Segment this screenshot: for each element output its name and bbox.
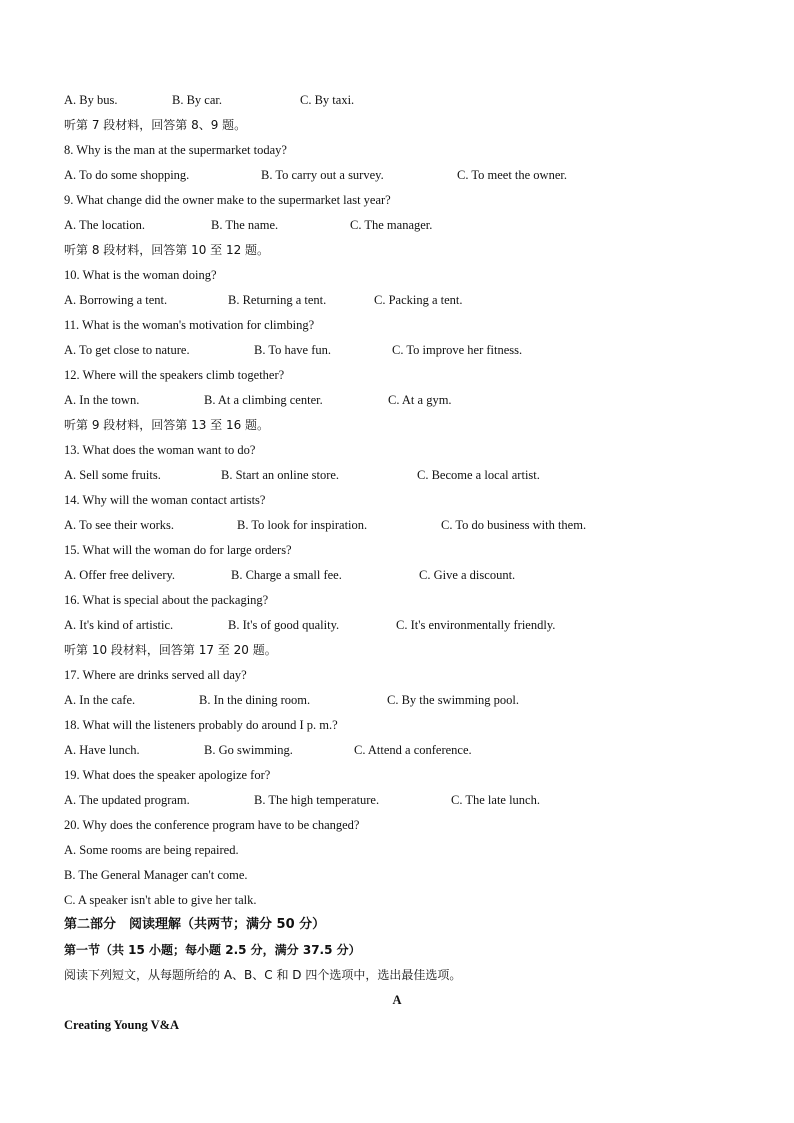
answer-options [64,467,764,483]
passage-label: A [392,993,402,1007]
question-text: 13. What does the woman want to do? [64,443,256,457]
question-text: 14. Why will the woman contact artists? [64,493,266,507]
question-text: 17. Where are drinks served all day? [64,668,247,682]
answer-option: A. Borrowing a tent. [64,293,168,307]
question-text: A. Some rooms are being repaired. [64,843,239,857]
answer-options [64,167,764,183]
answer-option: A. To do some shopping. [64,168,190,182]
section-heading: 第一节（共 15 小题；每小题 2.5 分，满分 37.5 分） [64,943,361,957]
answer-option: A. Have lunch. [64,743,140,757]
answer-option: C. Packing a tent. [374,293,463,307]
section-instruction: 听第 9 段材料，回答第 13 至 16 题。 [64,418,270,432]
answer-option: B. Returning a tent. [228,293,327,307]
answer-options [64,742,764,758]
answer-option: C. To do business with them. [441,518,587,532]
answer-option: A. The location. [64,218,145,232]
answer-option: C. The manager. [350,218,433,232]
answer-options [64,517,764,533]
answer-option: A. In the cafe. [64,693,136,707]
question-text: 10. What is the woman doing? [64,268,217,282]
answer-option: C. To meet the owner. [457,168,567,182]
answer-option: C. The late lunch. [451,793,540,807]
question-text: 15. What will the woman do for large orders? [64,543,292,557]
section-instruction: 阅读下列短文，从每题所给的 A、B、C 和 D 四个选项中，选出最佳选项。 [64,968,462,982]
part-heading: 第二部分 阅读理解（共两节；满分 50 分） [64,917,326,932]
answer-option: C. By taxi. [300,93,355,107]
answer-option: C. It's environmentally friendly. [396,618,556,632]
answer-option: A. It's kind of artistic. [64,618,174,632]
question-text: 20. Why does the conference program have to be changed? [64,818,360,832]
answer-option: C. By the swimming pool. [387,693,519,707]
answer-option: B. To have fun. [254,343,332,357]
question-text: 19. What does the speaker apologize for? [64,768,271,782]
answer-option: A. By bus. [64,93,118,107]
answer-option: B. The name. [211,218,279,232]
answer-option: C. Give a discount. [419,568,516,582]
question-text: 18. What will the listeners probably do around I p. m.? [64,718,338,732]
answer-option: B. To look for inspiration. [237,518,368,532]
answer-options [64,692,764,708]
passage-title: Creating Young V&A [64,1018,180,1032]
question-text: 16. What is special about the packaging? [64,593,269,607]
section-instruction: 听第 7 段材料，回答第 8、9 题。 [64,118,247,132]
answer-option: A. To see their works. [64,518,174,532]
answer-option: A. In the town. [64,393,140,407]
question-text: 12. Where will the speakers climb together? [64,368,285,382]
answer-options [64,392,764,408]
answer-option: C. At a gym. [388,393,452,407]
answer-option: B. By car. [172,93,222,107]
answer-option: A. Offer free delivery. [64,568,176,582]
answer-options [64,792,764,808]
answer-options [64,567,764,583]
section-instruction: 听第 8 段材料，回答第 10 至 12 题。 [64,243,270,257]
answer-option: A. To get close to nature. [64,343,190,357]
question-text: 8. Why is the man at the supermarket today? [64,143,287,157]
answer-option: B. Go swimming. [204,743,293,757]
section-instruction: 听第 10 段材料，回答第 17 至 20 题。 [64,643,277,657]
answer-option: C. To improve her fitness. [392,343,523,357]
answer-option: A. The updated program. [64,793,190,807]
answer-option: B. Start an online store. [221,468,340,482]
answer-options [64,292,764,308]
question-text: C. A speaker isn't able to give her talk. [64,893,257,907]
answer-option: B. At a climbing center. [204,393,323,407]
question-text: 11. What is the woman's motivation for climbing? [64,318,315,332]
answer-option: B. The high temperature. [254,793,380,807]
answer-options [64,342,764,358]
answer-option: A. Sell some fruits. [64,468,161,482]
question-text: 9. What change did the owner make to the supermarket last year? [64,193,391,207]
answer-option: B. To carry out a survey. [261,168,384,182]
answer-option: B. It's of good quality. [228,618,340,632]
answer-options [64,617,764,633]
answer-options [64,217,764,233]
answer-option: B. In the dining room. [199,693,311,707]
answer-options [64,92,764,108]
answer-option: C. Become a local artist. [417,468,540,482]
question-text: B. The General Manager can't come. [64,868,248,882]
answer-option: C. Attend a conference. [354,743,472,757]
answer-option: B. Charge a small fee. [231,568,342,582]
